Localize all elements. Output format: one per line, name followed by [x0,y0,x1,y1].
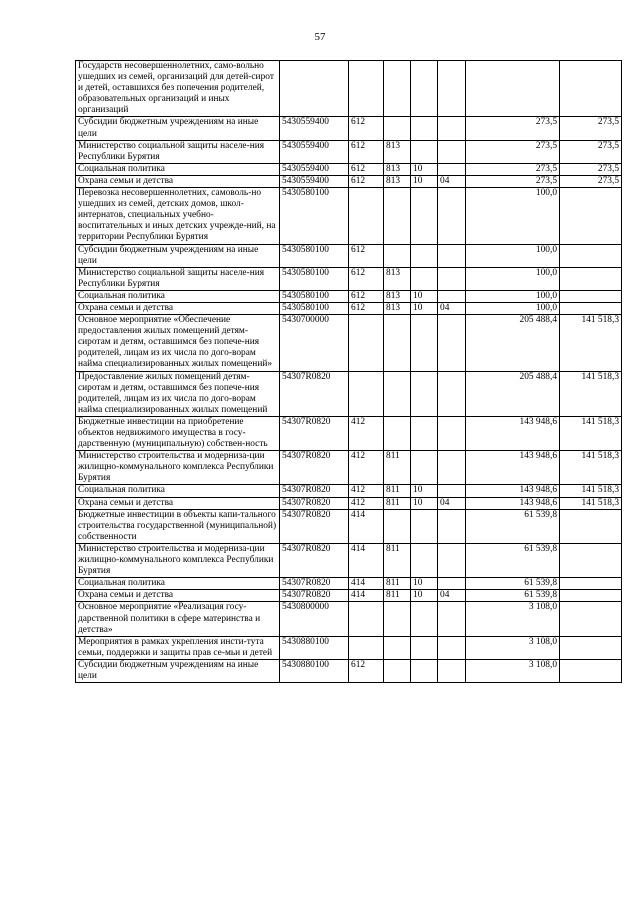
subsection-code: 04 [438,175,466,187]
row-name: Социальная политика [76,163,280,175]
section-code [411,267,438,290]
row-name: Охрана семьи и детства [76,497,280,509]
amount-column-2: 141 518,3 [560,451,622,485]
table-row [76,61,622,117]
table-body [76,61,622,683]
section-code: 10 [411,290,438,302]
target-article-code: 5430580100 [280,290,349,302]
amount-column-1: 143 948,6 [466,451,560,485]
amount-column-2: 273,5 [560,175,622,187]
administrator-code: 813 [384,267,411,290]
target-article-code: 54307R0820 [280,485,349,497]
expense-type-code: 612 [349,140,384,163]
table-row [76,451,622,485]
expense-type-code: 412 [349,451,384,485]
administrator-code: 813 [384,290,411,302]
budget-table [75,60,622,683]
table-row [76,509,622,543]
row-name: Основное мероприятие «Обеспечение предоставления жилых помещений детям-сиротам и детям, оставшимся без попече-ния родителей, лицам из их числа по дого-ворам найма специализированных жилых помещений» [76,315,280,371]
amount-column-1 [466,61,560,117]
expense-type-code: 612 [349,163,384,175]
expense-type-code: 612 [349,302,384,314]
row-name: Основное мероприятие «Реализация госу-дарственной политики в сфере материнства и детства» [76,602,280,636]
amount-column-1: 3 108,0 [466,602,560,636]
amount-column-2 [560,244,622,267]
administrator-code: 813 [384,175,411,187]
target-article-code: 54307R0820 [280,371,349,416]
table-row [76,315,622,371]
administrator-code [384,244,411,267]
amount-column-2: 273,5 [560,163,622,175]
subsection-code [438,140,466,163]
expense-type-code [349,371,384,416]
section-code [411,451,438,485]
subsection-code: 04 [438,590,466,602]
amount-column-2: 273,5 [560,140,622,163]
subsection-code [438,509,466,543]
table-row [76,188,622,244]
row-name: Охрана семьи и детства [76,302,280,314]
administrator-code: 811 [384,497,411,509]
target-article-code: 5430580100 [280,244,349,267]
expense-type-code: 414 [349,509,384,543]
amount-column-1: 100,0 [466,188,560,244]
amount-column-1: 61 539,8 [466,578,560,590]
amount-column-2 [560,61,622,117]
table-row [76,636,622,659]
subsection-code [438,659,466,682]
subsection-code [438,61,466,117]
row-name: Министерство социальной защиты населе-ния Республики Бурятия [76,140,280,163]
amount-column-1: 273,5 [466,175,560,187]
target-article-code: 5430700000 [280,315,349,371]
expense-type-code [349,602,384,636]
amount-column-2: 141 518,3 [560,416,622,450]
section-code [411,602,438,636]
target-article-code: 5430559400 [280,140,349,163]
subsection-code [438,290,466,302]
amount-column-2: 141 518,3 [560,315,622,371]
table-row [76,659,622,682]
table-row [76,543,622,577]
table-row [76,416,622,450]
amount-column-2 [560,602,622,636]
row-name: Министерство строительства и модерниза-ции жилищно-коммунального комплекса Республики Бурятия [76,543,280,577]
amount-column-1: 143 948,6 [466,485,560,497]
subsection-code [438,371,466,416]
amount-column-1: 273,5 [466,117,560,140]
section-code: 10 [411,163,438,175]
target-article-code: 5430800000 [280,602,349,636]
target-article-code: 54307R0820 [280,451,349,485]
row-name: Социальная политика [76,578,280,590]
administrator-code [384,117,411,140]
section-code: 10 [411,590,438,602]
row-name: Охрана семьи и детства [76,175,280,187]
section-code [411,188,438,244]
section-code: 10 [411,578,438,590]
expense-type-code: 612 [349,290,384,302]
administrator-code: 811 [384,590,411,602]
row-name: Министерство социальной защиты населе-ния Республики Бурятия [76,267,280,290]
target-article-code: 54307R0820 [280,497,349,509]
row-name: Бюджетные инвестиции в объекты капи-тального строительства государственной (муниципальной) собственности [76,509,280,543]
amount-column-2 [560,290,622,302]
expense-type-code: 414 [349,578,384,590]
subsection-code [438,315,466,371]
page-number: 57 [314,31,326,43]
section-code [411,636,438,659]
amount-column-1: 143 948,6 [466,416,560,450]
amount-column-2 [560,636,622,659]
administrator-code [384,371,411,416]
expense-type-code: 414 [349,543,384,577]
subsection-code [438,117,466,140]
expense-type-code: 612 [349,267,384,290]
administrator-code: 811 [384,578,411,590]
administrator-code [384,416,411,450]
administrator-code [384,636,411,659]
expense-type-code [349,315,384,371]
section-code [411,117,438,140]
subsection-code [438,244,466,267]
table-row [76,302,622,314]
subsection-code: 04 [438,497,466,509]
subsection-code [438,451,466,485]
table-row [76,485,622,497]
subsection-code [438,602,466,636]
administrator-code [384,659,411,682]
administrator-code [384,61,411,117]
target-article-code: 54307R0820 [280,509,349,543]
target-article-code: 54307R0820 [280,416,349,450]
subsection-code [438,267,466,290]
expense-type-code: 414 [349,590,384,602]
amount-column-2 [560,543,622,577]
subsection-code [438,163,466,175]
amount-column-2 [560,578,622,590]
row-name: Субсидии бюджетным учреждениям на иные цели [76,659,280,682]
section-code: 10 [411,485,438,497]
row-name: Социальная политика [76,290,280,302]
section-code [411,244,438,267]
section-code: 10 [411,175,438,187]
expense-type-code [349,636,384,659]
table-row [76,602,622,636]
table-row [76,578,622,590]
row-name: Государств несовершеннолетних, само-вольно ушедших из семей, организаций для детей-сирот и детей, оставшихся без попечения родителей, образовательных организаций и иных организаций [76,61,280,117]
section-code [411,315,438,371]
amount-column-1: 205 488,4 [466,315,560,371]
subsection-code [438,578,466,590]
amount-column-1: 100,0 [466,302,560,314]
section-code [411,416,438,450]
target-article-code: 54307R0820 [280,578,349,590]
row-name: Бюджетные инвестиции на приобретение объектов недвижимого имущества в госу-дарственную (муниципальную) собствен-ность [76,416,280,450]
row-name: Мероприятия в рамках укрепления инсти-тута семьи, поддержки и защиты прав се-мьи и детей [76,636,280,659]
expense-type-code: 612 [349,117,384,140]
amount-column-1: 3 108,0 [466,636,560,659]
target-article-code: 5430580100 [280,302,349,314]
target-article-code: 5430880100 [280,636,349,659]
section-code [411,509,438,543]
target-article-code: 5430880100 [280,659,349,682]
target-article-code: 54307R0820 [280,590,349,602]
subsection-code [438,636,466,659]
table-row [76,163,622,175]
expense-type-code: 412 [349,497,384,509]
target-article-code: 5430580100 [280,188,349,244]
expense-type-code: 612 [349,175,384,187]
row-name: Субсидии бюджетным учреждениям на иные цели [76,244,280,267]
section-code [411,543,438,577]
amount-column-1: 61 539,8 [466,509,560,543]
section-code [411,61,438,117]
section-code: 10 [411,497,438,509]
administrator-code: 811 [384,451,411,485]
amount-column-2: 141 518,3 [560,371,622,416]
table-row [76,117,622,140]
subsection-code [438,485,466,497]
administrator-code [384,315,411,371]
amount-column-1: 273,5 [466,163,560,175]
administrator-code [384,602,411,636]
amount-column-1: 273,5 [466,140,560,163]
administrator-code: 813 [384,163,411,175]
section-code [411,371,438,416]
subsection-code [438,416,466,450]
amount-column-1: 100,0 [466,290,560,302]
table-row [76,290,622,302]
table-row [76,267,622,290]
expense-type-code: 612 [349,659,384,682]
target-article-code: 5430559400 [280,117,349,140]
section-code [411,140,438,163]
target-article-code: 5430580100 [280,267,349,290]
amount-column-2 [560,590,622,602]
table-row [76,497,622,509]
administrator-code [384,509,411,543]
row-name: Субсидии бюджетным учреждениям на иные цели [76,117,280,140]
amount-column-2 [560,302,622,314]
table-row [76,244,622,267]
expense-type-code [349,188,384,244]
administrator-code [384,188,411,244]
amount-column-2 [560,267,622,290]
administrator-code: 813 [384,140,411,163]
target-article-code: 5430559400 [280,175,349,187]
amount-column-1: 61 539,8 [466,590,560,602]
amount-column-1: 100,0 [466,267,560,290]
section-code [411,659,438,682]
expense-type-code: 412 [349,416,384,450]
table-row [76,371,622,416]
administrator-code: 811 [384,485,411,497]
target-article-code: 5430559400 [280,163,349,175]
expense-type-code: 612 [349,244,384,267]
administrator-code: 811 [384,543,411,577]
subsection-code [438,188,466,244]
amount-column-2: 141 518,3 [560,497,622,509]
amount-column-1: 205 488,4 [466,371,560,416]
amount-column-1: 61 539,8 [466,543,560,577]
subsection-code [438,543,466,577]
row-name: Предоставление жилых помещений детям-сиротам и детям, оставшимся без попече-ния родителей, лицам из их числа по дого-ворам найма специализированных жилых помещений [76,371,280,416]
amount-column-2: 141 518,3 [560,485,622,497]
subsection-code: 04 [438,302,466,314]
section-code: 10 [411,302,438,314]
amount-column-1: 100,0 [466,244,560,267]
row-name: Охрана семьи и детства [76,590,280,602]
amount-column-2: 273,5 [560,117,622,140]
table-row [76,140,622,163]
administrator-code: 813 [384,302,411,314]
amount-column-2 [560,659,622,682]
row-name: Перевозка несовершеннолетних, самоволь-но ушедших из семей, детских домов, школ-интернатов, специальных учебно-воспитательных и иных детских учрежде-ний, на территории Республики Бурятия [76,188,280,244]
row-name: Социальная политика [76,485,280,497]
amount-column-2 [560,188,622,244]
table-row [76,175,622,187]
expense-type-code: 412 [349,485,384,497]
target-article-code [280,61,349,117]
amount-column-1: 143 948,6 [466,497,560,509]
expense-type-code [349,61,384,117]
amount-column-1: 3 108,0 [466,659,560,682]
target-article-code: 54307R0820 [280,543,349,577]
table-row [76,590,622,602]
row-name: Министерство строительства и модерниза-ции жилищно-коммунального комплекса Республики Бурятия [76,451,280,485]
amount-column-2 [560,509,622,543]
